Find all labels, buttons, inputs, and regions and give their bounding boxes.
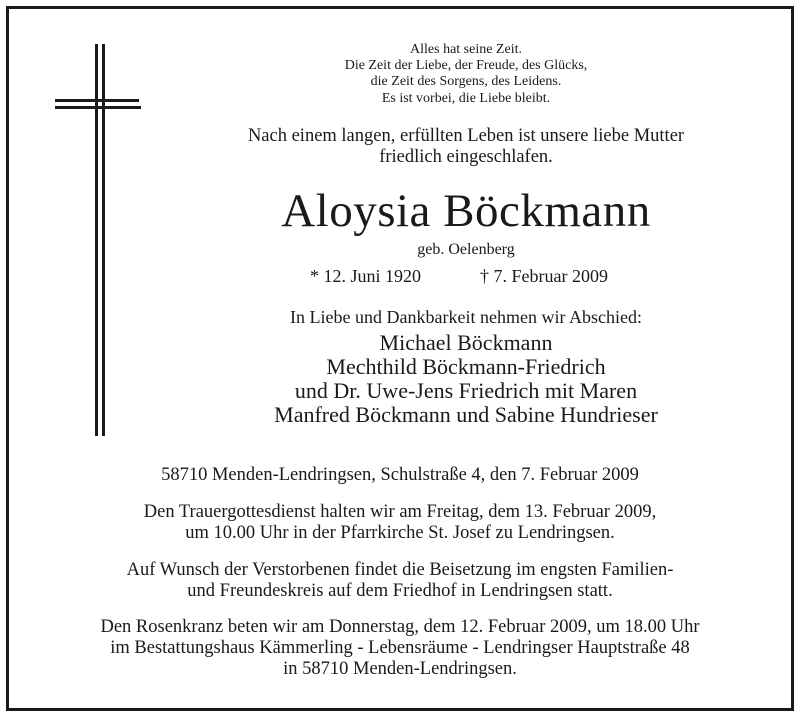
birth-name: geb. Oelenberg [417,241,515,258]
death-date: † 7. Februar 2009 [480,266,608,286]
rosary-line: Den Rosenkranz beten wir am Donnerstag, dem 12. Februar 2009, um 18.00 Uhr [100,617,700,637]
intro-text [206,126,726,168]
rosary-info [40,617,760,680]
poem-line: Alles hat seine Zeit. [410,42,522,57]
cross-vertical-bar-second [102,44,105,436]
burial-info [60,560,740,602]
deceased-name: Aloysia Böckmann [281,185,651,237]
service-line: um 10.00 Uhr in der Pfarrkirche St. Josef zu Lendringsen. [185,523,615,543]
farewell-text: In Liebe und Dankbarkeit nehmen wir Abschied: [290,307,642,327]
intro-line: Nach einem langen, erfüllten Leben ist unsere liebe Mutter [247,126,685,146]
rosary-line: in 58710 Menden-Lendringsen. [283,659,517,679]
poem-line: Es ist vorbei, die Liebe bleibt. [381,90,551,106]
mourner-name: Michael Böckmann [379,330,553,355]
burial-line: und Freundeskreis auf dem Friedhof in Lendringsen statt. [187,581,613,601]
intro-line: friedlich eingeschlafen. [379,147,553,167]
poem [266,42,666,107]
poem-line: Die Zeit der Liebe, der Freude, des Glücks, [344,58,588,74]
mourner-name: Mechthild Böckmann-Friedrich [326,354,606,379]
cross-vertical-bar [95,44,98,436]
mourner-name: und Dr. Uwe-Jens Friedrich mit Maren [294,378,638,403]
poem-line: die Zeit des Sorgens, des Leidens. [370,74,562,90]
funeral-service-info [60,502,740,544]
service-line: Den Trauergottesdienst halten wir am Freitag, dem 13. Februar 2009, [143,502,657,522]
burial-line: Auf Wunsch der Verstorbenen findet die Beisetzung im engsten Familien- [126,560,674,580]
place-and-date: 58710 Menden-Lendringsen, Schulstraße 4, den 7. Februar 2009 [161,465,639,485]
cross-horizontal-bar-second [55,106,141,109]
cross-horizontal-bar [55,99,139,102]
rosary-line: im Bestattungshaus Kämmerling - Lebensräume - Lendringser Hauptstraße 48 [110,638,690,658]
mourner-name: Manfred Böckmann und Sabine Hundrieser [274,402,658,427]
birth-date: * 12. Juni 1920 [310,266,422,286]
mourners-list [206,331,726,427]
